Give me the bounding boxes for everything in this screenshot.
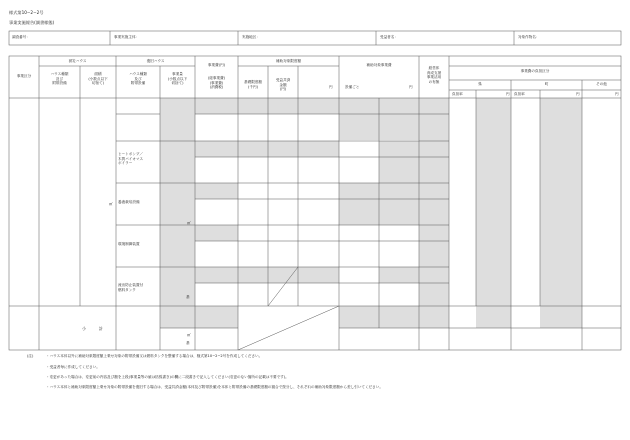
header-new-house-type: ハウス種類 及び 附帯設備 [129, 72, 147, 86]
header-quantity: 事業量 (小数点以下 切捨て) [167, 72, 188, 86]
header-burden: 事業費の負担区分 [520, 69, 550, 73]
subtotal-ki: 基 [186, 341, 190, 345]
header-prod-amount: 受益共済 金額 (円) [275, 78, 291, 92]
header-cost-title: 事業費(円) [207, 63, 226, 67]
header-yen-1: 円 [329, 85, 333, 89]
reporter-label: 受益者名： [380, 35, 398, 39]
header-category: 事業区分 [16, 74, 32, 78]
unit-ki: 基 [186, 295, 190, 299]
subtotal-m2: ㎡ [187, 333, 191, 337]
implementer-label: 事業実施主体： [114, 35, 140, 39]
row-env-control: 環境制御装置 [118, 242, 140, 246]
header-damaged-house: 被災ハウス [68, 59, 87, 63]
note-4: ・ハウス本体と補助対象限度額上乗せ対象の附帯設備を復旧する場合は、受益共済金額(本体及び附帯設備)を本体と附帯設備の基礎限度額の割合で按分し、それぞれの補助対象限度額から差し引いてください。 [46, 385, 383, 389]
header-pref: 県 [478, 82, 482, 86]
survey-no-label: 調査番号： [12, 35, 30, 39]
header-base-limit: 基礎限度額 (千円) [244, 80, 262, 89]
note-1: ・ハウス本体以外に補助対象限度額上乗せ対象の附帯設備又は燃料タンクを整備する場合は、様式第10−2−2号を作成してください。 [46, 354, 263, 358]
header-yen-2: 円 [409, 85, 413, 89]
unit-m2: ㎡ [109, 202, 113, 206]
row-fertigation: 養液栽培設備 [118, 200, 140, 204]
header-yen-5: 円 [615, 92, 619, 96]
header-yen-4: 円 [576, 92, 580, 96]
row-heat-pump: ヒートポンプ／ 木質バイオマス ボイラー [118, 152, 144, 166]
unit-m2-b: ㎡ [187, 221, 191, 225]
shaded-cells [160, 98, 582, 328]
header-rate-2: 負担率 [514, 92, 525, 96]
header-cost-sub: (総事業費) (事業費) (消費税) [207, 76, 226, 90]
form-number: 様式第10−2−2号 [9, 10, 44, 15]
header-yen-3: 円 [506, 92, 510, 96]
header-new-house: 復旧ハウス [146, 59, 165, 63]
header-subsidy-limit: 補助対象限度額 [275, 59, 302, 63]
header-support: 経営体 育成支援 事業活用 の有無 [426, 66, 442, 85]
header-other: その他 [596, 82, 607, 86]
subtotal-label: 小 計 [82, 326, 103, 331]
header-house-type: ハウス種類 及び 附帯設備 [50, 72, 69, 86]
form-title: 事業実施報告(調書様態) [9, 20, 55, 25]
notes-label: (注) [27, 354, 34, 358]
header-area: 面積 (小数点以下 切捨て) [88, 72, 108, 86]
header-rate-1: 負担率 [452, 92, 463, 96]
area-label: 実施地区： [242, 35, 260, 39]
note-3: ・変更があった場合は、変更前の内容及び額を上段(事業量等の値は括弧書き)の欄に二段書きで記入してください(変更のない箇所の記載は不要です)。 [46, 375, 289, 379]
crop-label: 対象作物名： [518, 35, 540, 39]
note-2: ・受益者毎に作成してください。 [46, 365, 100, 369]
header-subsidy-cost: 補助対象事業費 [366, 63, 392, 67]
header-town: 町 [544, 82, 549, 86]
header-per-facility: 設備ごと [345, 85, 360, 89]
row-fuel-tank: 流出防止装置付 燃料タンク [118, 283, 144, 292]
